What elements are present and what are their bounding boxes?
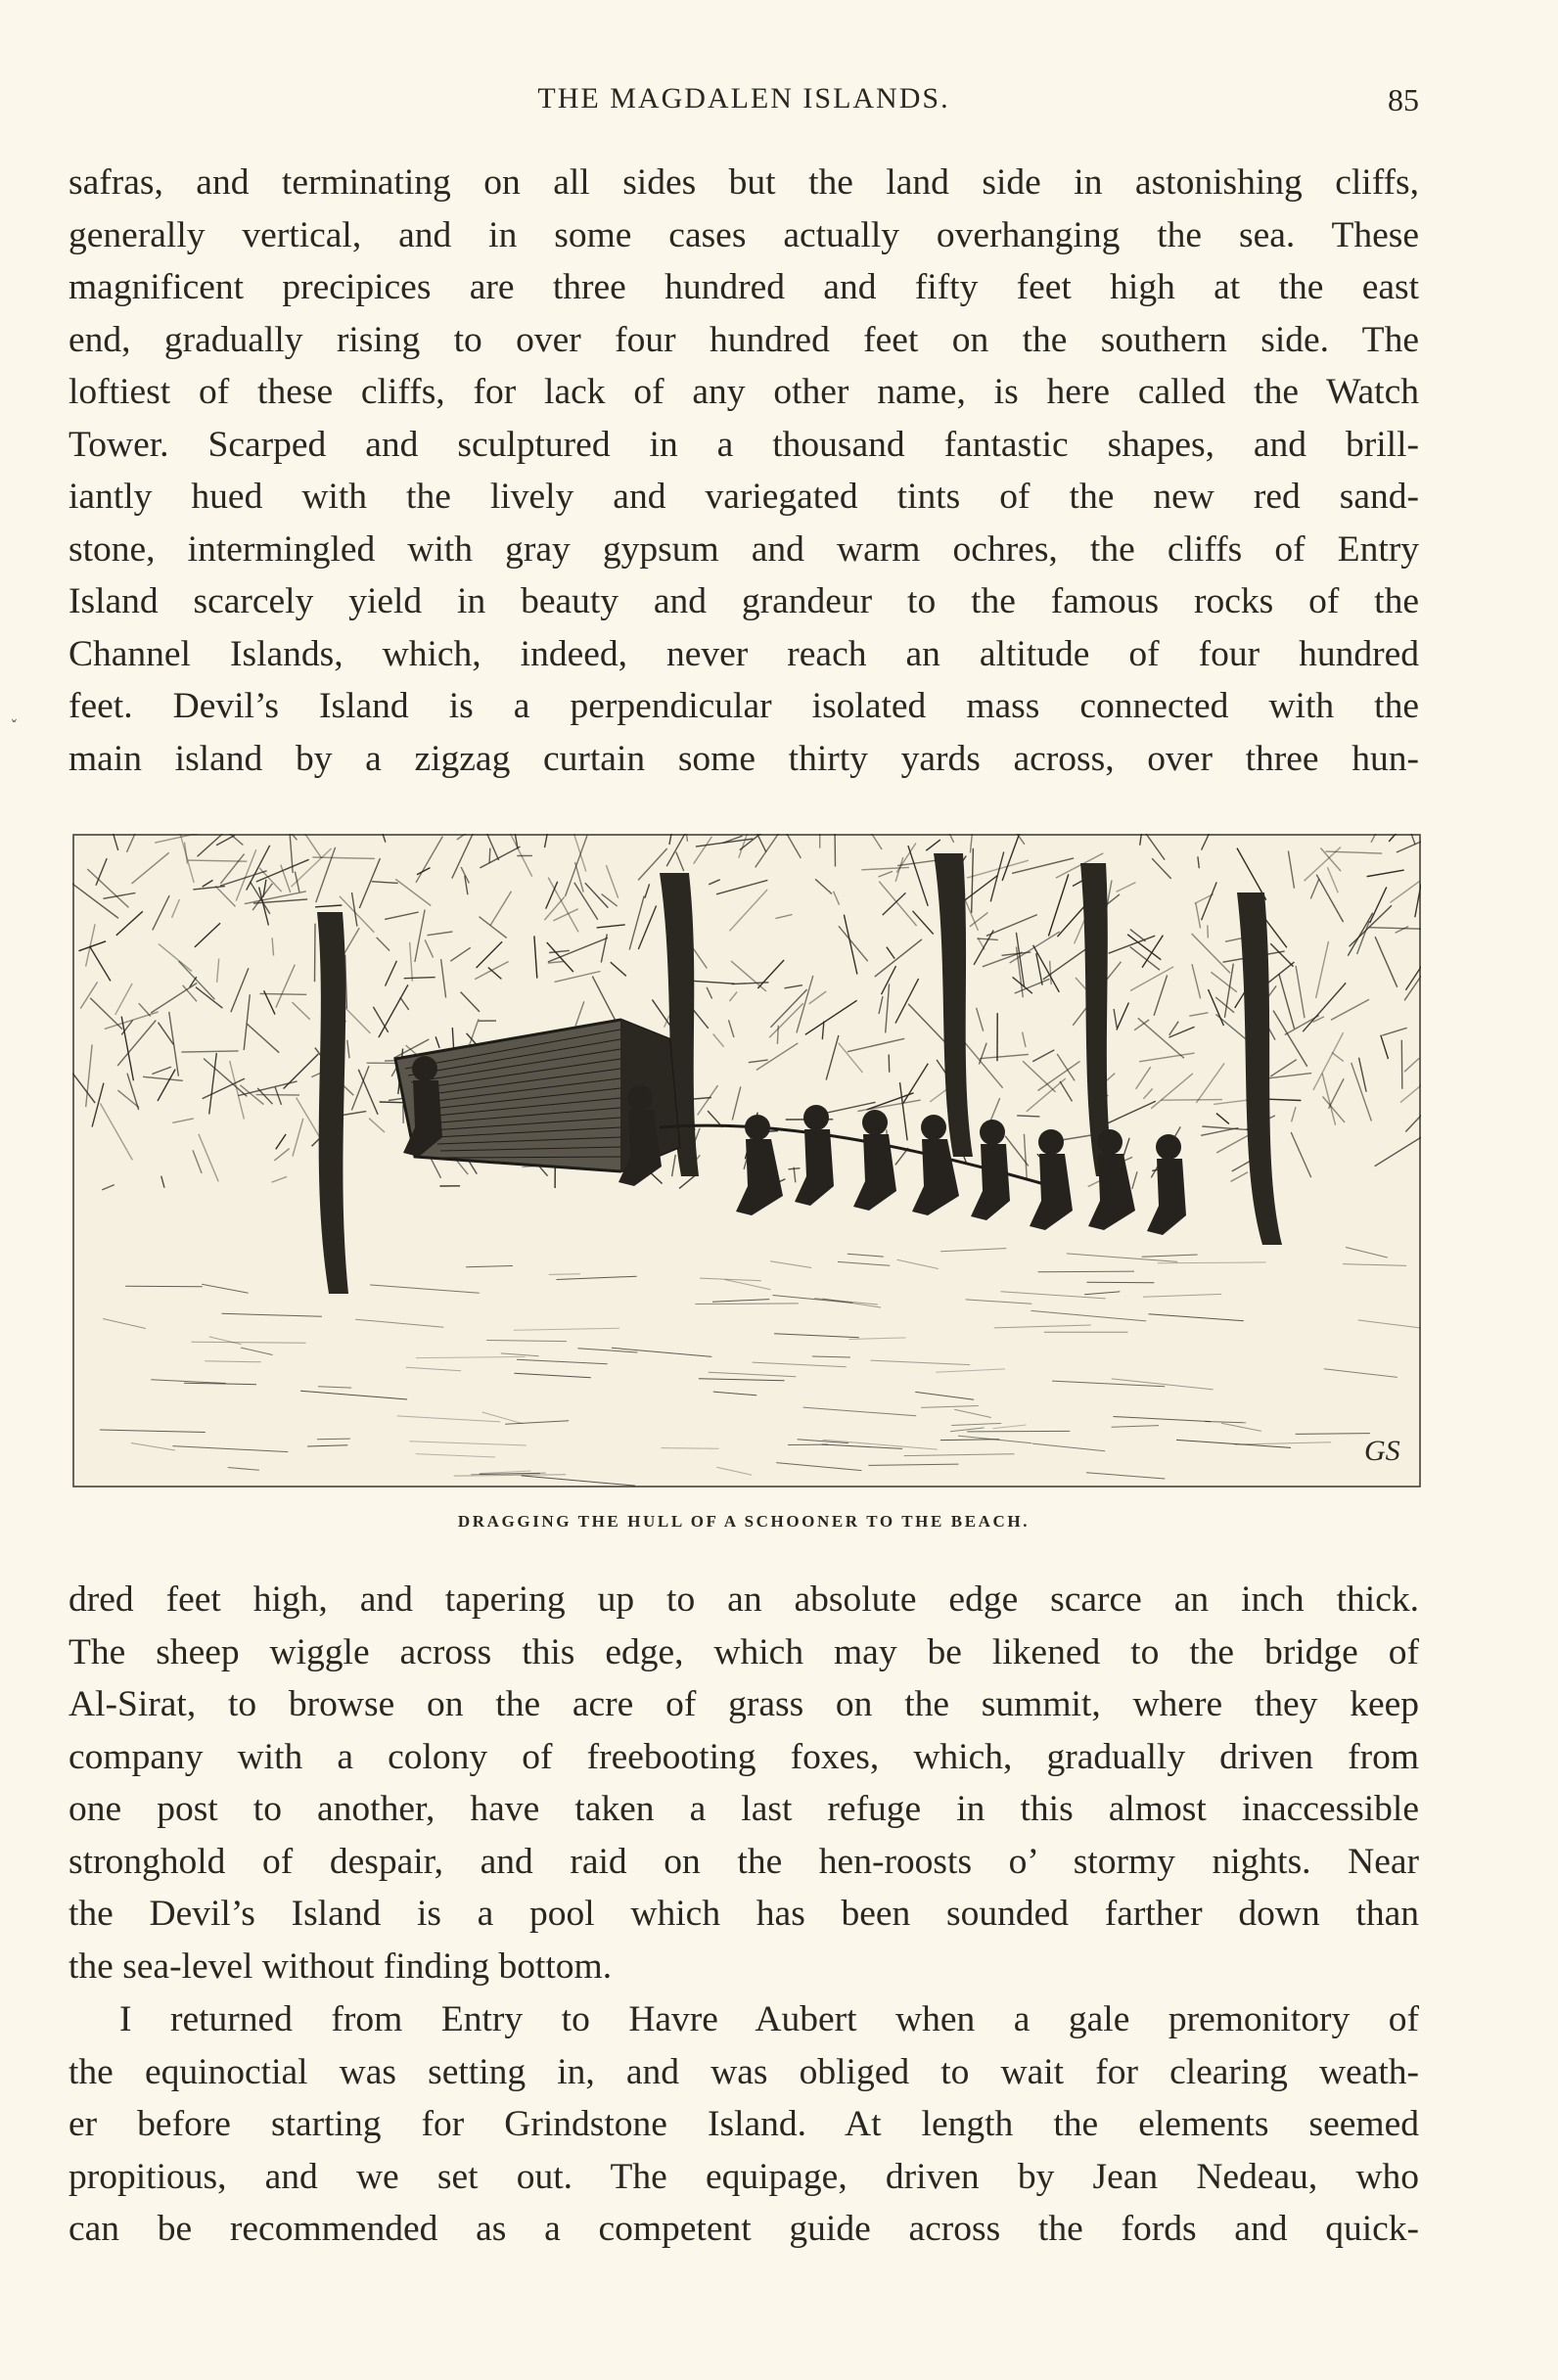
text-line: The sheep wiggle across this edge, which may be likened to the bridge of — [69, 1631, 1419, 1672]
margin-mark: ˯ — [10, 695, 19, 723]
text-line: the Devil’s Island is a pool which has been sounded farther down than — [69, 1894, 1419, 1934]
text-line: Tower. Scarped and sculptured in a thousand fantastic shapes, and brill- — [69, 424, 1419, 465]
text-line: magnificent precipices are three hundred and fifty feet high at the east — [69, 267, 1419, 307]
engraving-illustration — [72, 834, 1421, 1488]
text-line: stronghold of despair, and raid on the hen-roosts o’ stormy nights. Near — [69, 1841, 1419, 1882]
text-line: can be recommended as a competent guide across the fords and quick- — [69, 2209, 1419, 2249]
text-line: Al-Sirat, to browse on the acre of grass on the summit, where they keep — [69, 1684, 1419, 1724]
running-header — [69, 82, 1419, 125]
text-line: dred feet high, and tapering up to an absolute edge scarce an inch thick. — [69, 1579, 1419, 1620]
figure-caption: DRAGGING THE HULL OF A SCHOONER TO THE BEACH. — [457, 1512, 1031, 1531]
text-line: er before starting for Grindstone Island. At length the elements seemed — [69, 2104, 1419, 2144]
text-line: stone, intermingled with gray gypsum and warm ochres, the cliffs of Entry — [69, 528, 1419, 570]
paragraph-1 — [69, 157, 1419, 785]
text-line: safras, and terminating on all sides but the land side in astonishing cliffs, — [69, 162, 1419, 203]
text-line: propitious, and we set out. The equipage, driven by Jean Nedeau, who — [69, 2156, 1419, 2197]
text-line: I returned from Entry to Havre Aubert when a gale premonitory of — [119, 1999, 1419, 2039]
text-line: the equinoctial was setting in, and was obliged to wait for clearing weath- — [69, 2051, 1419, 2092]
text-line: Channel Islands, which, indeed, never reach an altitude of four hundred — [69, 633, 1419, 674]
running-title: THE MAGDALEN ISLANDS. — [537, 82, 950, 114]
text-line: the sea-level without finding bottom. — [69, 1945, 613, 1987]
engraving-drawing — [72, 834, 1421, 1488]
text-line: end, gradually rising to over four hundred feet on the southern side. The — [69, 319, 1419, 360]
artist-monogram: GS — [1364, 1435, 1400, 1467]
text-line: main island by a zigzag curtain some thirty yards across, over three hun- — [69, 738, 1419, 779]
text-line: company with a colony of freebooting foxes, which, gradually driven from — [69, 1736, 1419, 1777]
text-line: feet. Devil’s Island is a perpendicular isolated mass connected with the — [69, 686, 1419, 726]
text-line: generally vertical, and in some cases actually overhanging the sea. These — [69, 214, 1419, 255]
paragraph-3 — [69, 1993, 1419, 2256]
text-line: Island scarcely yield in beauty and grandeur to the famous rocks of the — [69, 581, 1419, 621]
page-number: 85 — [1388, 82, 1419, 117]
text-line: one post to another, have taken a last refuge in this almost inaccessible — [69, 1789, 1419, 1829]
text-line: loftiest of these cliffs, for lack of any other name, is here called the Watch — [69, 372, 1419, 412]
text-line: iantly hued with the lively and variegated tints of the new red sand- — [69, 477, 1419, 517]
paragraph-2 — [69, 1574, 1419, 1992]
